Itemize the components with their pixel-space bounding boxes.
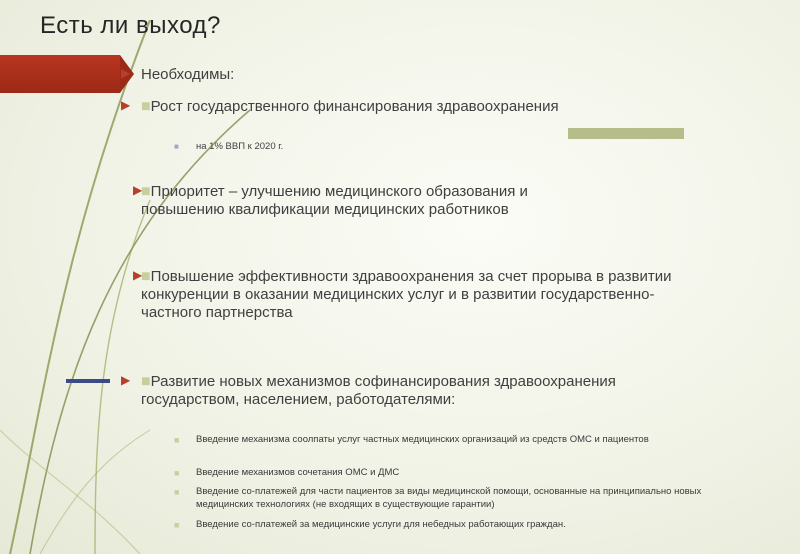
point-1 (121, 98, 561, 116)
bullet-icon: ■ (174, 468, 180, 478)
point-4 (121, 373, 621, 409)
slide-title: Есть ли выход? (40, 12, 221, 39)
bullet-icon: ■ (174, 520, 180, 530)
square-icon: ■ (141, 183, 151, 200)
square-icon: ■ (141, 373, 151, 390)
point-text: ■Развитие новых механизмов софинансирования здравоохранения государством, населением, работодателями: (141, 373, 616, 408)
bullet-icon: ▶ (121, 373, 131, 387)
bullet-icon: ▶ (121, 66, 131, 80)
subitem-4: ■ Введение со-платежей за медицинские услуги для небедных работающих граждан. (174, 519, 566, 530)
accent-bar-olive (568, 128, 684, 139)
point-2 (133, 183, 561, 219)
point-1-sub: ■ на 1% ВВП к 2020 г. (174, 141, 284, 152)
bullet-icon: ■ (174, 435, 180, 445)
square-icon: ■ (141, 268, 151, 285)
subitem-3: ■ Введение со-платежей для части пациентов за виды медицинской помощи, основанные на принципиально новых медицинских технологиях (не входящих в существующие гарантии) (174, 486, 702, 510)
subitem-2: ■ Введение механизмов сочетания ОМС и ДМС (174, 467, 400, 478)
bullet-icon: ■ (174, 142, 179, 151)
point-text: ■Рост государственного финансирования здравоохранения (141, 98, 559, 115)
heading-text: Необходимы: (141, 66, 235, 83)
bullet-icon: ▶ (133, 268, 143, 282)
square-icon: ■ (141, 98, 151, 115)
point-text: ■Приоритет – улучшению медицинского образования и повышению квалификации медицинских работников (141, 183, 528, 218)
point-text: ■Повышение эффективности здравоохранения за счет прорыва в развитии конкуренции в оказании медицинских услуг и в развитии государственно- частного партнерства (141, 268, 672, 321)
heading-row (121, 66, 235, 84)
point-3 (133, 268, 701, 322)
title-accent-block (0, 55, 120, 93)
bullet-icon: ▶ (133, 183, 143, 197)
subitem-1: ■ Введение механизма соолпаты услуг частных медицинских организаций из средств ОМС и пациентов (174, 434, 649, 445)
bullet-icon: ■ (174, 487, 180, 497)
bullet-icon: ▶ (121, 98, 131, 112)
accent-bar-blue (66, 379, 110, 383)
